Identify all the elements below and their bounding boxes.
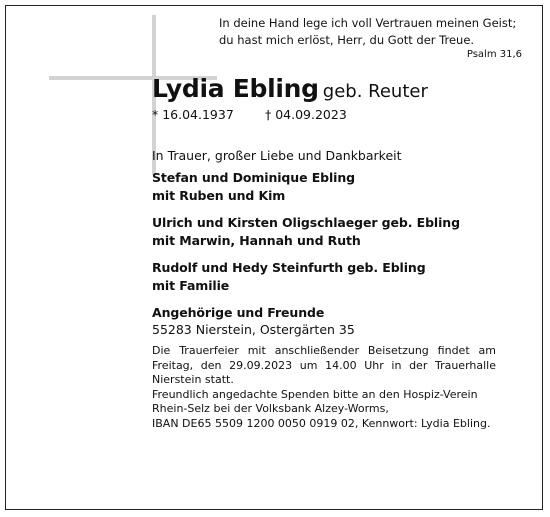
birth-name: geb. Reuter [322, 81, 428, 102]
mourner-group [152, 214, 498, 250]
deceased-name-block [152, 74, 428, 103]
donation-line: IBAN DE65 5509 1200 0050 0919 02, Kennwort: Lydia Ebling. [152, 416, 491, 430]
mourner-line: Stefan und Dominique Ebling [152, 170, 356, 185]
mourning-intro: In Trauer, großer Liebe und Dankbarkeit [152, 148, 402, 163]
mourner-line: mit Ruben und Kim [152, 188, 286, 203]
mourner-line: mit Marwin, Hannah und Ruth [152, 233, 361, 248]
birth-date: * 16.04.1937 [152, 107, 234, 122]
mourner-line: Ulrich und Kirsten Oligschlaeger geb. Ebling [152, 215, 460, 230]
life-dates [152, 107, 347, 122]
mourner-line: Angehörige und Freunde [152, 305, 325, 320]
donation-line: Rhein-Selz bei der Volksbank Alzey-Worms, [152, 402, 389, 415]
funeral-info [152, 344, 496, 431]
mourner-line: mit Familie [152, 278, 230, 293]
bible-quote [219, 15, 519, 49]
quote-source: Psalm 31,6 [466, 49, 522, 60]
deceased-name: Lydia Ebling [152, 74, 319, 103]
mourner-line: Rudolf und Hedy Steinfurth geb. Ebling [152, 260, 426, 275]
info-line: Die Trauerfeier mit anschließender Beisetzung findet am [152, 344, 496, 357]
info-line: Freitag, den 29.09.2023 um 14.00 Uhr in der Trauerhalle [152, 358, 496, 372]
family-address: 55283 Nierstein, Ostergärten 35 [152, 322, 355, 337]
donation-line: Freundlich angedachte Spenden bitte an den Hospiz-Verein [152, 387, 478, 401]
info-line: Nierstein statt. [152, 373, 234, 386]
quote-line: du hast mich erlöst, Herr, du Gott der Treue. [219, 33, 475, 47]
mourner-group [152, 304, 498, 322]
quote-line: In deine Hand lege ich voll Vertrauen meinen Geist; [219, 16, 517, 30]
mourner-group [152, 169, 498, 205]
mourner-group [152, 259, 498, 295]
death-date: † 04.09.2023 [265, 107, 347, 122]
mourners-section [152, 147, 498, 331]
